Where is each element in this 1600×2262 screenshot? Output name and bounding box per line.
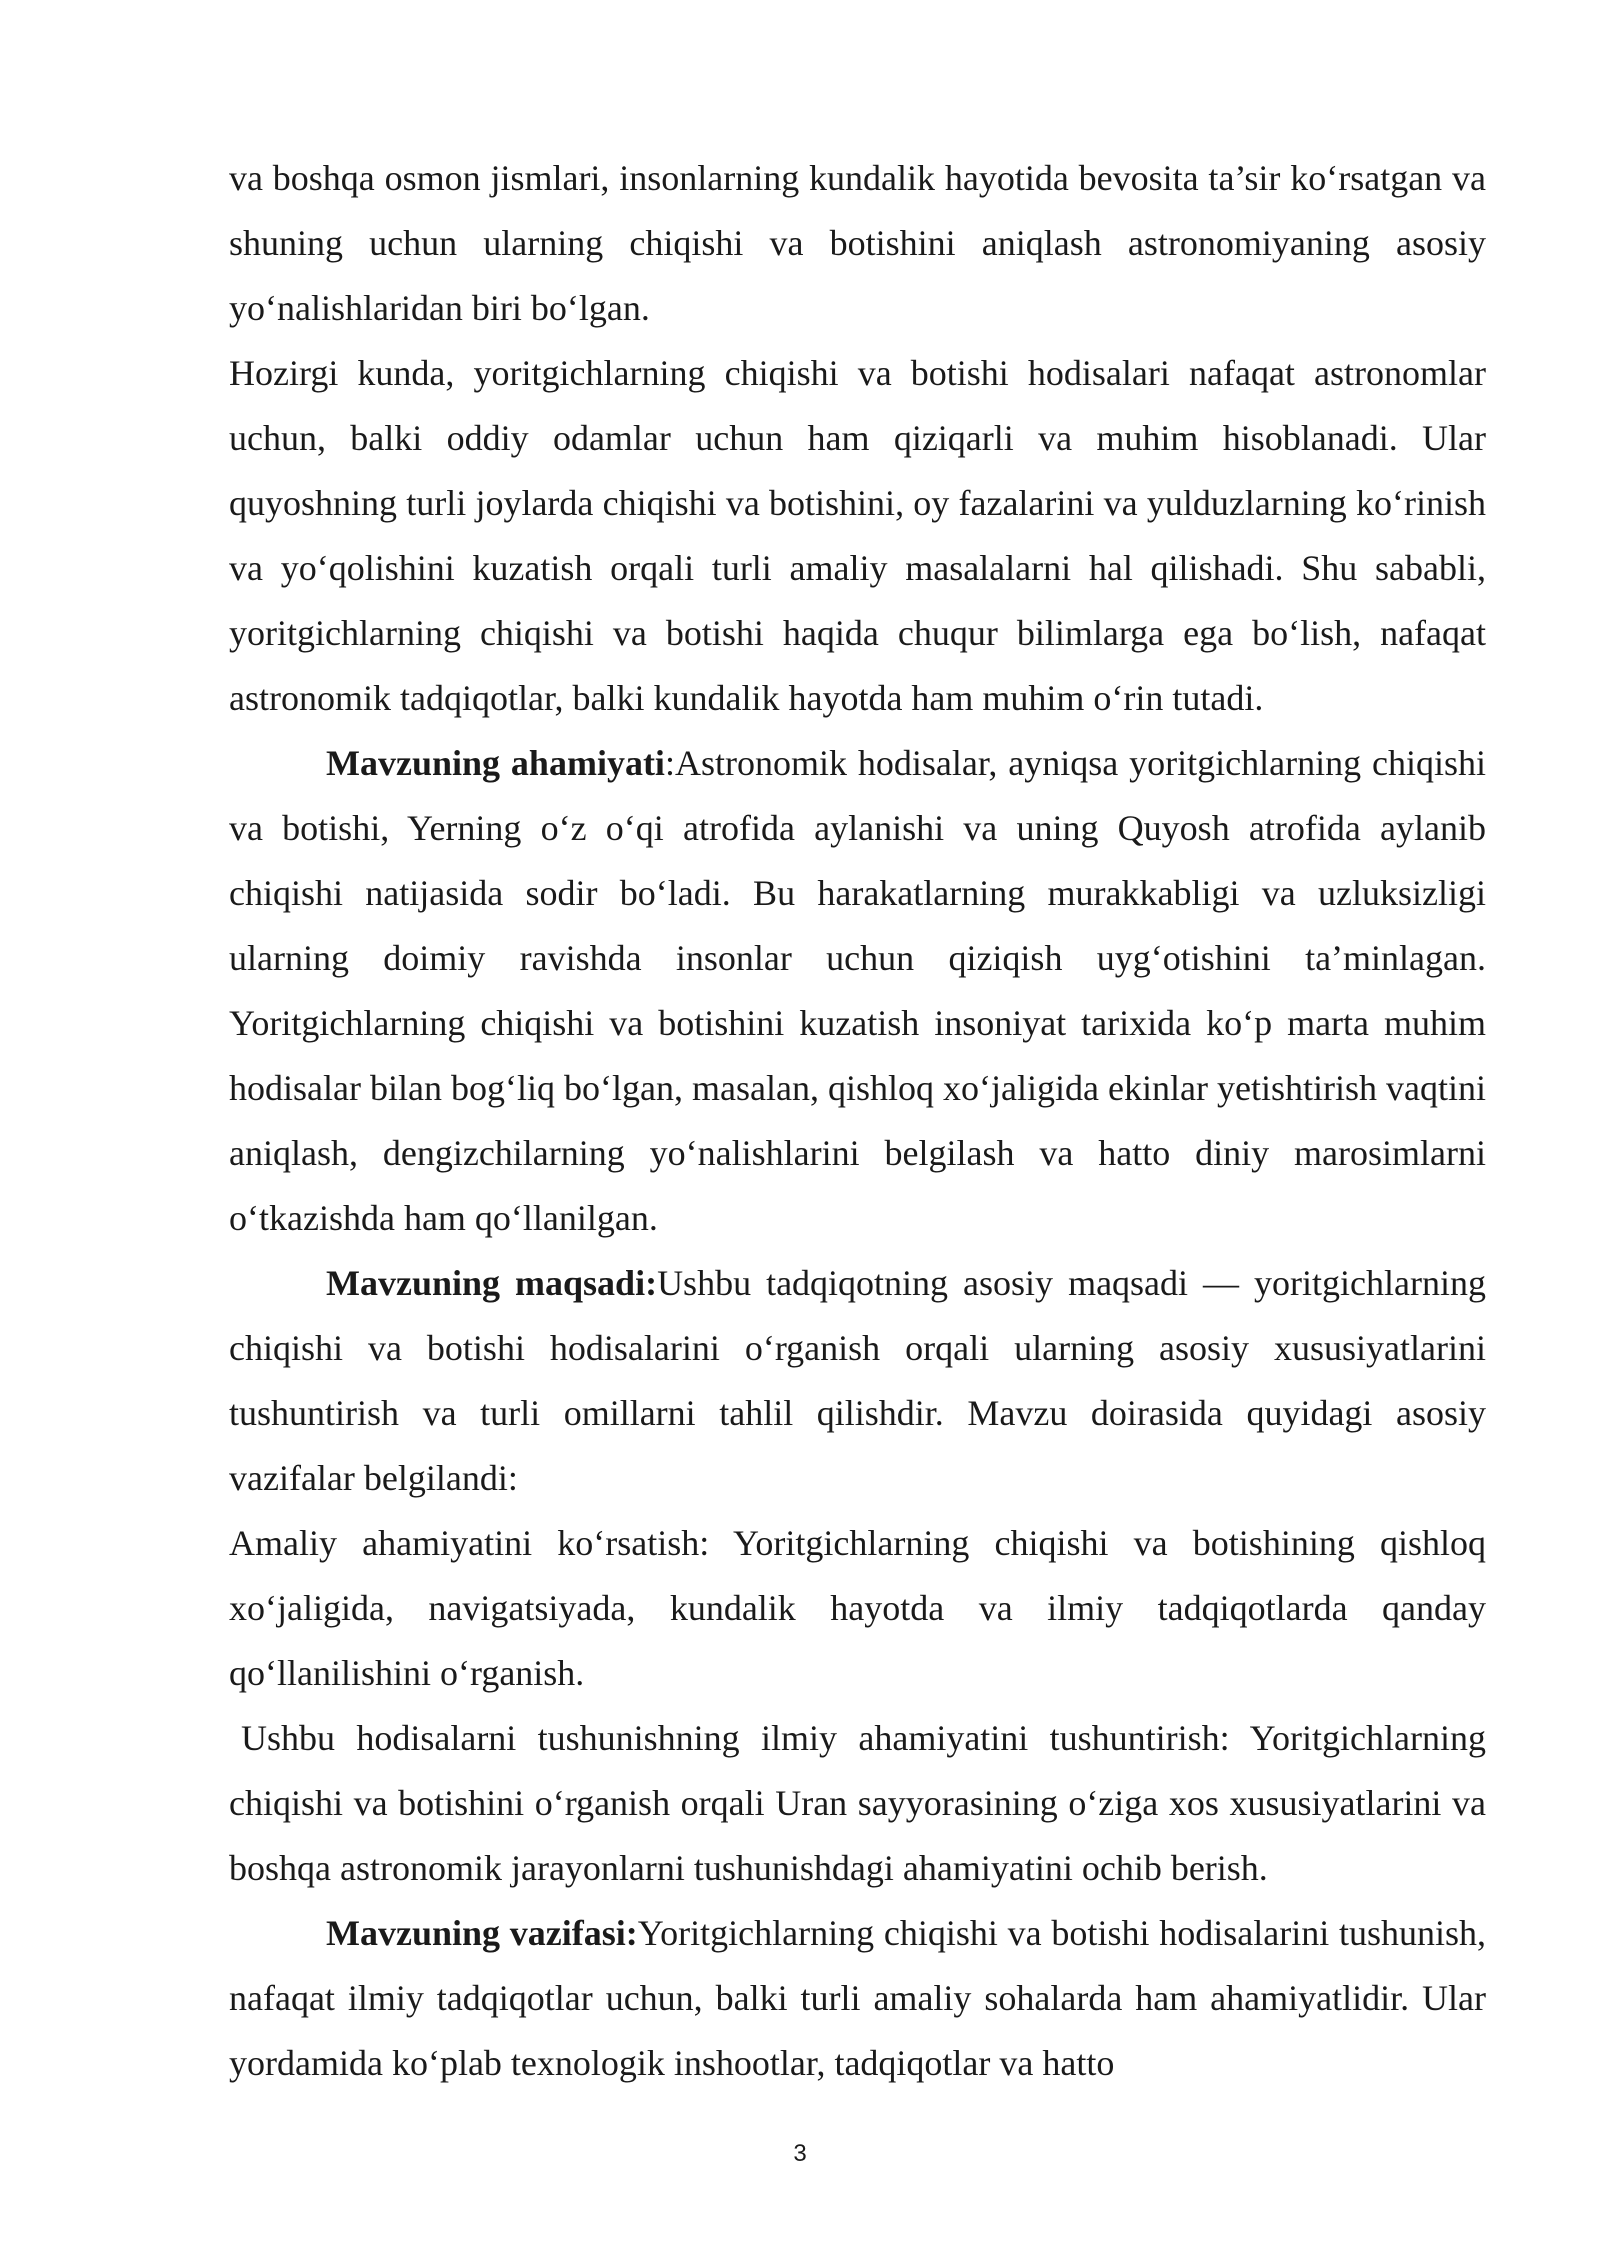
paragraph-heading: Mavzuning ahamiyati: [326, 743, 665, 783]
paragraph-text: Hozirgi kunda, yoritgichlarning chiqishi va botishi hodisalari nafaqat astronomlar uchun, balki oddiy odamlar uchun ham qiziqarli va muhim hisoblanadi. Ular quyoshning turli joylarda chiqishi va botishini, oy fazalarini va yulduzlarning ko‘rinish va yo‘qolishini kuzatish orqali turli amaliy masalalarni hal qilishadi. Shu sababli, yoritgichlarning chiqishi va botishi haqida chuqur bilimlarga ega bo‘lish, nafaqat astronomik tadqiqotlar, balki kundalik hayotda ham muhim o‘rin tutadi.: [229, 353, 1486, 718]
paragraph-topic-importance: [229, 731, 1486, 1251]
paragraph-text: :Astronomik hodisalar, ayniqsa yoritgichlarning chiqishi va botishi, Yerning o‘z o‘qi atrofida aylanishi va uning Quyosh atrofida aylanib chiqishi natijasida sodir bo‘ladi. Bu harakatlarning murakkabligi va uzluksizligi ularning doimiy ravishda insonlar uchun qiziqish uyg‘otishini ta’minlagan. Yoritgichlarning chiqishi va botishini kuzatish insoniyat tarixida ko‘p marta muhim hodisalar bilan bog‘liq bo‘lgan, masalan, qishloq xo‘jaligida ekinlar yetishtirish vaqtini aniqlash, dengizchilarning yo‘nalishlarini belgilash va hatto diniy marosimlarni o‘tkazishda ham qo‘llanilgan.: [229, 743, 1486, 1238]
paragraph-topic-goal: [229, 1251, 1486, 1511]
paragraph-heading: Mavzuning vazifasi:: [326, 1913, 638, 1953]
paragraph-scientific-importance: [229, 1706, 1486, 1901]
paragraph-text: Amaliy ahamiyatini ko‘rsatish: Yoritgichlarning chiqishi va botishining qishloq xo‘jaligida, navigatsiyada, kundalik hayotda va ilmiy tadqiqotlarda qanday qo‘llanilishini o‘rganish.: [229, 1523, 1486, 1693]
body-text: [229, 146, 1486, 2096]
paragraph-text: Ushbu tadqiqotning asosiy maqsadi — yoritgichlarning chiqishi va botishi hodisalarini o‘rganish orqali ularning asosiy xususiyatlarini tushuntirish va turli omillarni tahlil qilishdir. Mavzu doirasida quyidagi asosiy vazifalar belgilandi:: [229, 1263, 1486, 1498]
paragraph-practical-importance: [229, 1511, 1486, 1706]
page-number: 3: [793, 2140, 807, 2167]
paragraph-continuation: [229, 146, 1486, 341]
paragraph-heading: Mavzuning maqsadi:: [326, 1263, 658, 1303]
paragraph-text: Yoritgichlarning chiqishi va botishi hodisalarini tushunish, nafaqat ilmiy tadqiqotlar uchun, balki turli amaliy sohalarda ham ahamiyatlidir. Ular yordamida ko‘plab texnologik inshootlar, tadqiqotlar va hatto: [229, 1913, 1486, 2083]
paragraph-text: Ushbu hodisalarni tushunishning ilmiy ahamiyatini tushuntirish: Yoritgichlarning chiqishi va botishini o‘rganish orqali Uran sayyorasining o‘ziga xos xususiyatlarini va boshqa astronomik jarayonlarni tushunishdagi ahamiyatini ochib berish.: [229, 1718, 1486, 1888]
paragraph-text: va boshqa osmon jismlari, insonlarning kundalik hayotida bevosita ta’sir ko‘rsatgan va shuning uchun ularning chiqishi va botishini aniqlash astronomiyaning asosiy yo‘nalishlaridan biri bo‘lgan.: [229, 158, 1486, 328]
paragraph-topic-tasks: [229, 1901, 1486, 2096]
paragraph-current-relevance: [229, 341, 1486, 731]
